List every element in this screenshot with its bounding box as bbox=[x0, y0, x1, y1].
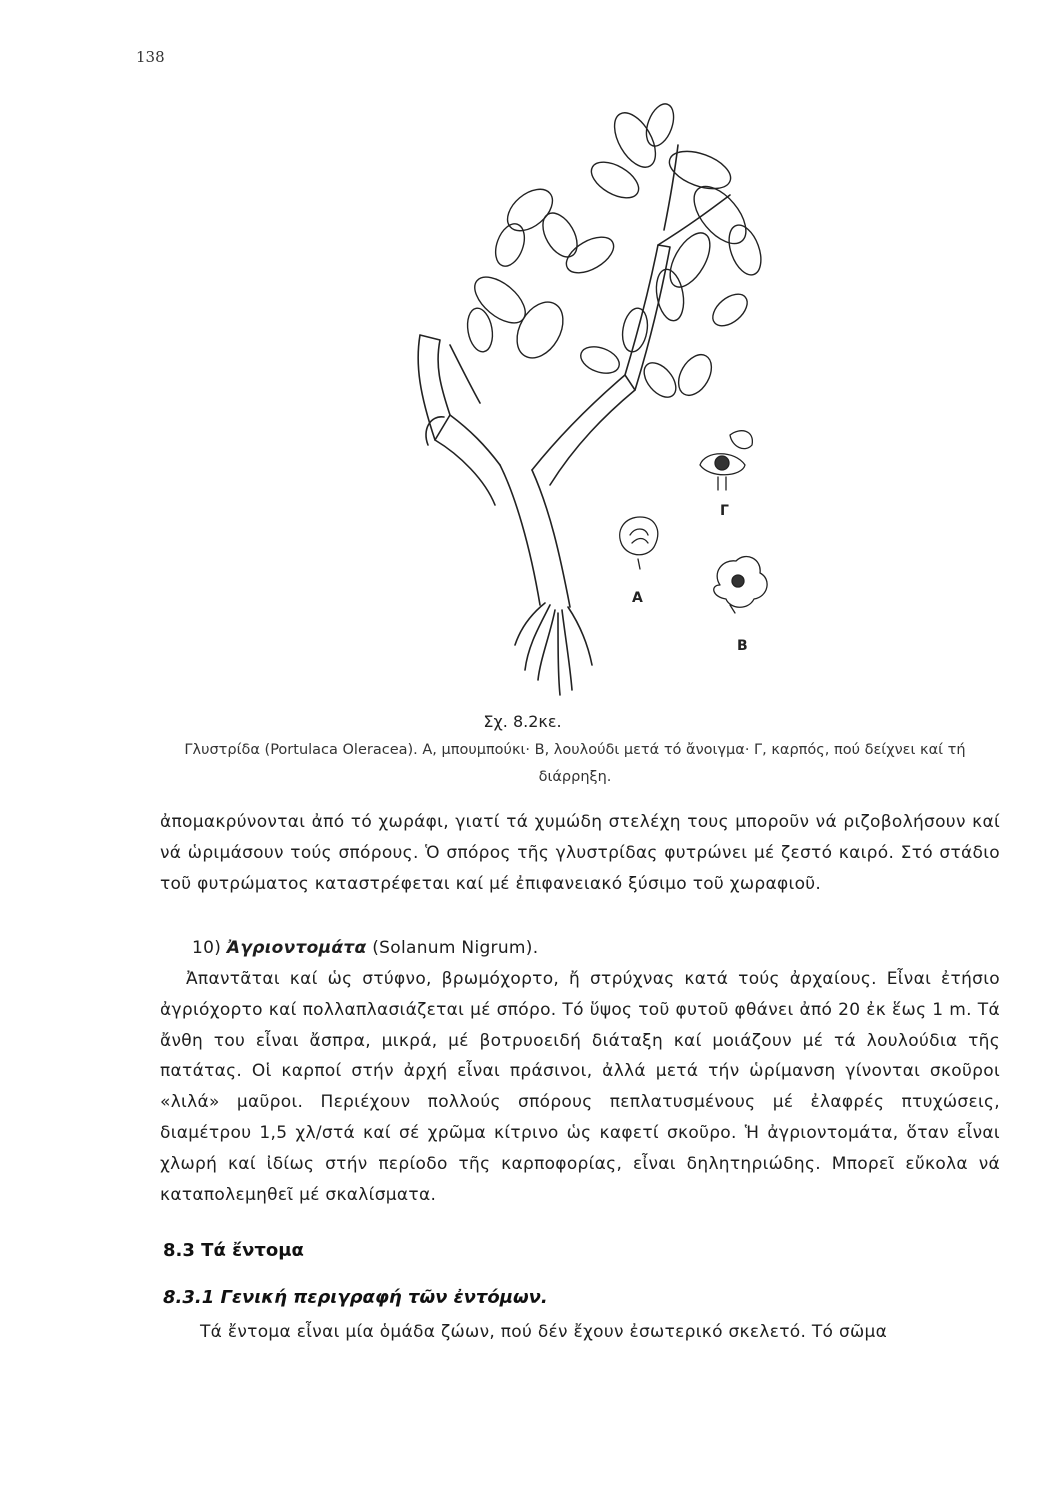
figure-label-a: Α bbox=[632, 590, 643, 606]
subsection-title: Γενική περιγραφή τῶν ἐντόμων. bbox=[220, 1287, 548, 1308]
figure-label-g: Γ bbox=[720, 503, 729, 519]
bud-detail bbox=[620, 517, 658, 569]
item-number: 10) bbox=[192, 938, 222, 958]
section-title: Τά ἔντομα bbox=[201, 1240, 304, 1261]
roots bbox=[515, 603, 592, 695]
portulaca-illustration bbox=[400, 85, 800, 705]
paragraph-text: ἀπομακρύνονται ἀπό τό χωράφι, γιατί τά χυμώδη στελέχη τους μποροῦν νά ριζοβολήσουν καί νά ὡριμάσουν τούς σπόρους. Ὁ σπόρος τῆς γλυστρίδας φυτρώνει μέ ζεστό καιρό. Στό στάδιο τοῦ φυτρώματος καταστρέφεται καί μέ ἐπιφανειακό ξύσιμο τοῦ χωραφιοῦ. bbox=[160, 812, 1000, 894]
paragraph-text: Ἀπαντᾶται καί ὡς στύφνο, βρωμόχορτο, ἤ στρύχνας κατά τούς ἀρχαίους. Εἶναι ἐτήσιο ἀγριόχορτο καί πολλαπλασιάζεται μέ σπόρο. Τό ὕψος τοῦ φυτοῦ φθάνει ἀπό 20 ἐκ ἕως 1 m. Τά ἄνθη του εἶναι ἄσπρα, μικρά, μέ βοτρυοειδή διάταξη καί μοιάζουν μέ τά λουλούδια τῆς πατάτας. Οἱ καρποί στήν ἀρχή εἶναι πράσινοι, ἀλλά μετά τήν ὡρίμανση γίνονται σκοῦροι «λιλά» μαῦροι. Περιέχουν πολλούς σπόρους πεπλατυσμένους μέ ἐλαφρές πτυχώσεις, διαμέτρου 1,5 χλ/στά καί σέ χρῶμα κίτρινο ὡς καφετί σκοῦρο. Ἡ ἀγριοντομάτα, ὅταν εἶναι χλωρή καί ἰδίως στήν περίοδο τῆς καρποφορίας, εἶναι δηλητηριώδης. Μπορεῖ εὔκολα νά καταπολεμηθεῖ μέ σκαλίσματα. bbox=[160, 969, 1000, 1205]
body-paragraph-3: Τά ἔντομα εἶναι μία ὁμάδα ζώων, πού δέν ἔχουν ἐσωτερικό σκελετό. Τό σῶμα bbox=[200, 1322, 888, 1342]
subsection-heading bbox=[163, 1287, 548, 1308]
body-paragraph-2 bbox=[160, 964, 1000, 1210]
fruit-detail bbox=[700, 431, 752, 490]
body-paragraph-1 bbox=[160, 807, 1000, 899]
subsection-number: 8.3.1 bbox=[163, 1287, 215, 1308]
figure-title: Σχ. 8.2κε. bbox=[483, 712, 562, 731]
list-item-10 bbox=[160, 933, 1000, 964]
item-latin-name: (Solanum Nigrum). bbox=[372, 938, 539, 958]
figure-label-b: Β bbox=[737, 638, 748, 654]
section-heading bbox=[163, 1240, 304, 1261]
page-number: 138 bbox=[136, 48, 165, 66]
figure-caption: Γλυστρίδα (Portulaca Oleracea). Α, μπουμπούκι· Β, λουλούδι μετά τό ἄνοιγμα· Γ, καρπός, πού δείχνει καί τή διάρρηξη. bbox=[184, 742, 966, 785]
leaves bbox=[464, 100, 767, 403]
main-stem bbox=[418, 145, 730, 607]
item-title: Ἀγριοντομάτα bbox=[226, 938, 367, 958]
open-flower-detail bbox=[714, 557, 767, 613]
section-number: 8.3 bbox=[163, 1240, 195, 1261]
